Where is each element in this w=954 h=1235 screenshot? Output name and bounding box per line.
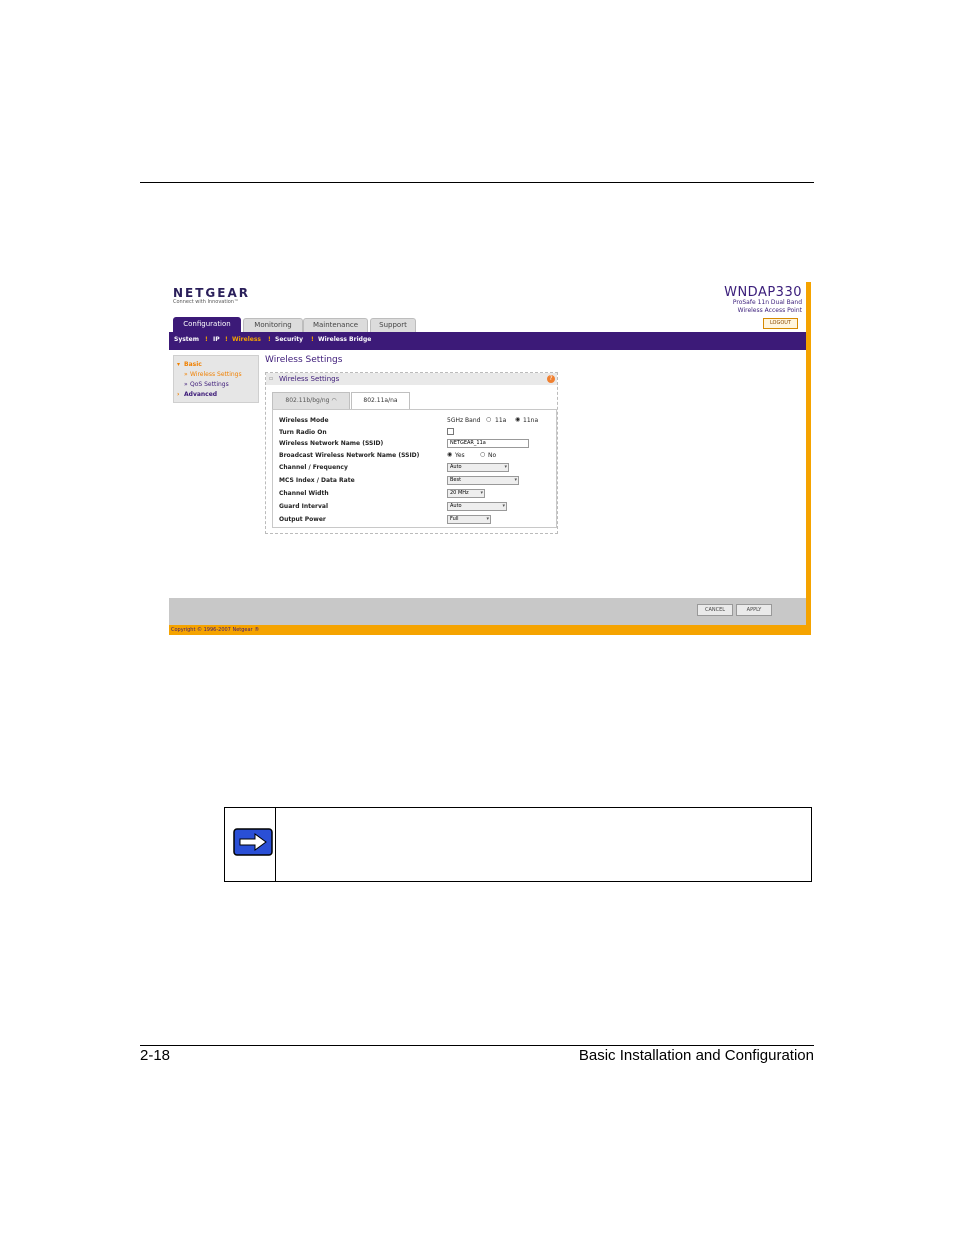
radio-11na[interactable]: ◉ xyxy=(515,416,521,423)
sidebar-basic-arrow: ▾ xyxy=(177,361,181,368)
band-label: 5GHz Band xyxy=(447,417,481,424)
sidebar-advanced-arrow: › xyxy=(177,391,180,398)
tab-support[interactable]: Support xyxy=(370,318,416,332)
sidebar-item-wireless-settings[interactable]: Wireless Settings xyxy=(190,371,242,378)
turn-radio-checkbox[interactable] xyxy=(447,428,454,435)
cancel-button[interactable]: CANCEL xyxy=(697,604,733,616)
channel-width-label: Channel Width xyxy=(279,490,329,497)
sub-navigation xyxy=(169,332,806,350)
wireless-form xyxy=(272,409,557,528)
subnav-separator: ! xyxy=(205,336,208,343)
copyright-text: Copyright © 1996-2007 Netgear ® xyxy=(171,627,260,633)
model-desc-line2: Wireless Access Point xyxy=(737,307,802,314)
radio-broadcast-yes[interactable]: ◉ xyxy=(447,451,453,458)
model-name: WNDAP330 xyxy=(724,285,802,300)
turn-radio-label: Turn Radio On xyxy=(279,429,327,436)
subnav-wireless[interactable]: Wireless xyxy=(232,336,261,343)
guard-interval-select[interactable]: Auto ▾ xyxy=(447,502,507,511)
subnav-ip[interactable]: IP xyxy=(213,336,220,343)
header-rule xyxy=(140,182,814,183)
radio-no-label: No xyxy=(488,452,497,459)
output-power-select[interactable]: Full ▾ xyxy=(447,515,491,524)
action-bar xyxy=(169,598,806,625)
output-power-label: Output Power xyxy=(279,516,326,523)
radio-broadcast-no[interactable]: ○ xyxy=(480,451,486,458)
copyright-bar xyxy=(169,625,811,635)
arrow-right-icon xyxy=(233,828,273,856)
apply-button[interactable]: APPLY xyxy=(736,604,772,616)
subnav-separator: ! xyxy=(225,336,228,343)
radio-11a-label: 11a xyxy=(495,417,507,424)
tab-monitoring[interactable]: Monitoring xyxy=(243,318,303,332)
sidebar-item-advanced[interactable]: Advanced xyxy=(184,391,218,398)
help-icon[interactable]: ? xyxy=(547,375,555,383)
channel-width-select[interactable]: 20 MHz ▾ xyxy=(447,489,485,498)
footer-rule xyxy=(140,1045,814,1046)
wifi-icon: ◠ xyxy=(331,397,337,404)
chapter-title: Basic Installation and Configuration xyxy=(578,1047,814,1064)
sidebar-bullet: » xyxy=(184,381,188,388)
sidebar-item-basic[interactable]: Basic xyxy=(184,361,202,368)
channel-select[interactable]: Auto ▾ xyxy=(447,463,509,472)
subnav-separator: ! xyxy=(311,336,314,343)
subnav-separator: ! xyxy=(268,336,271,343)
subnav-system[interactable]: System xyxy=(174,336,199,343)
tab-80211ana[interactable]: 802.11a/na xyxy=(351,392,410,409)
radio-yes-label: Yes xyxy=(455,452,465,459)
page-number: 2-18 xyxy=(140,1047,171,1064)
mcs-label: MCS Index / Data Rate xyxy=(279,477,355,484)
note-box xyxy=(224,807,812,882)
ssid-input[interactable]: NETGEAR_11a xyxy=(447,439,529,448)
sidebar xyxy=(173,355,259,403)
model-desc-line1: ProSafe 11n Dual Band xyxy=(732,299,802,306)
logout-button[interactable]: LOGOUT xyxy=(763,318,798,329)
broadcast-ssid-label: Broadcast Wireless Network Name (SSID) xyxy=(279,452,420,459)
mcs-select[interactable]: Best ▾ xyxy=(447,476,519,485)
right-accent-bar xyxy=(806,282,811,635)
wireless-mode-label: Wireless Mode xyxy=(279,417,329,424)
panel-header xyxy=(266,373,557,385)
sidebar-bullet: » xyxy=(184,371,188,378)
tab-maintenance[interactable]: Maintenance xyxy=(303,318,368,332)
note-divider xyxy=(275,808,276,881)
netgear-screenshot xyxy=(169,282,811,635)
radio-11na-label: 11na xyxy=(523,417,539,424)
netgear-logo: NETGEAR xyxy=(173,286,250,300)
ssid-label: Wireless Network Name (SSID) xyxy=(279,440,384,447)
subnav-security[interactable]: Security xyxy=(275,336,304,343)
channel-label: Channel / Frequency xyxy=(279,464,348,471)
tab-configuration[interactable]: Configuration xyxy=(173,317,241,332)
sidebar-item-qos-settings[interactable]: QoS Settings xyxy=(190,381,229,388)
tagline: Connect with Innovation™ xyxy=(173,299,239,305)
page-title: Wireless Settings xyxy=(265,355,343,365)
tab-80211bgng[interactable] xyxy=(272,392,350,410)
collapse-icon[interactable]: ▫ xyxy=(269,375,274,382)
subnav-wireless-bridge[interactable]: Wireless Bridge xyxy=(318,336,372,343)
model-description xyxy=(733,299,802,315)
panel-title: Wireless Settings xyxy=(279,375,340,383)
guard-interval-label: Guard Interval xyxy=(279,503,329,510)
radio-11a[interactable]: ○ xyxy=(486,416,492,423)
subtab-label: 802.11b/bg/ng xyxy=(285,397,330,404)
